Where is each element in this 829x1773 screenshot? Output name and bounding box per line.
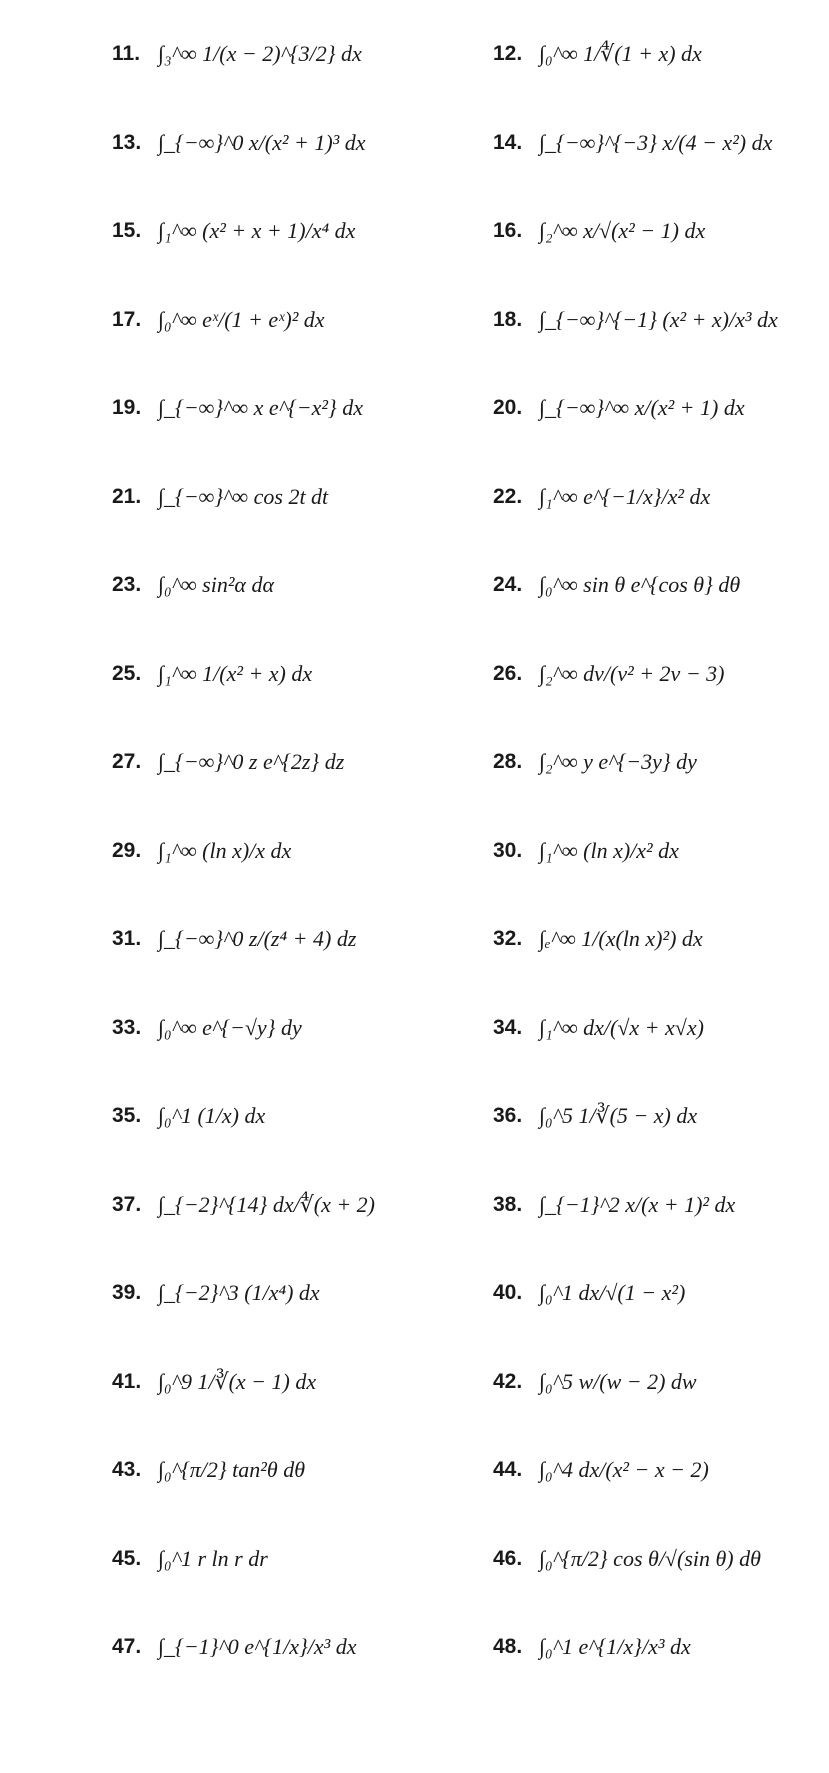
problem-number: 46. — [493, 1546, 523, 1570]
problem-number: 28. — [493, 750, 523, 774]
integral-expression: ∫_{−∞}^0 z e^{2z} dz — [158, 749, 345, 775]
problem-34 — [0, 984, 829, 1073]
problem-number: 14. — [493, 130, 523, 154]
problem-number: 31. — [112, 927, 142, 951]
problem-number: 23. — [112, 573, 142, 597]
problem-14 — [0, 99, 829, 188]
problem-number: 16. — [493, 219, 523, 243]
problem-40 — [0, 1249, 829, 1338]
integral-expression: ∫₀^5 1/∛(5 − x) dx — [539, 1103, 698, 1129]
problem-42 — [0, 1338, 829, 1427]
problem-number: 45. — [112, 1546, 142, 1570]
problem-number: 26. — [493, 661, 523, 685]
integral-expression: ∫₁^∞ (ln x)/x dx — [158, 837, 292, 863]
integral-expression: ∫₁^∞ 1/(x² + x) dx — [158, 660, 313, 686]
integral-expression: ∫₂^∞ x/√(x² − 1) dx — [539, 218, 706, 244]
problem-46 — [0, 1515, 829, 1604]
integral-expression: ∫₀^∞ sin θ e^{cos θ} dθ — [539, 572, 741, 598]
integral-expression: ∫_{−1}^0 e^{1/x}/x³ dx — [158, 1634, 357, 1660]
integral-expression: ∫₀^5 w/(w − 2) dw — [539, 1368, 697, 1394]
problem-18 — [0, 276, 829, 365]
problem-number: 36. — [493, 1104, 523, 1128]
problem-48 — [0, 1603, 829, 1692]
problem-number: 32. — [493, 927, 523, 951]
problem-38 — [0, 1161, 829, 1250]
problem-number: 13. — [112, 130, 142, 154]
integral-expression: ∫ₑ^∞ 1/(x(ln x)²) dx — [539, 926, 703, 952]
problem-number: 34. — [493, 1015, 523, 1039]
problem-number: 12. — [493, 42, 523, 66]
problem-12 — [0, 10, 829, 99]
problem-number: 43. — [112, 1458, 142, 1482]
integral-expression: ∫₂^∞ y e^{−3y} dy — [539, 749, 697, 775]
integral-expression: ∫₀^∞ e^{−√y} dy — [158, 1014, 302, 1040]
problem-number: 20. — [493, 396, 523, 420]
problem-number: 22. — [493, 484, 523, 508]
problem-number: 41. — [112, 1369, 142, 1393]
problem-number: 11. — [112, 42, 141, 66]
problem-number: 39. — [112, 1281, 142, 1305]
integral-expression: ∫₁^∞ (x² + x + 1)/x⁴ dx — [158, 218, 356, 244]
integral-expression: ∫₀^4 dx/(x² − x − 2) — [539, 1457, 709, 1483]
problem-36 — [0, 1072, 829, 1161]
integral-expression: ∫₀^1 r ln r dr — [158, 1545, 268, 1571]
problem-22 — [0, 453, 829, 542]
integral-expression: ∫₀^{π/2} tan²θ dθ — [158, 1457, 306, 1483]
problem-number: 42. — [493, 1369, 523, 1393]
integral-expression: ∫_{−1}^2 x/(x + 1)² dx — [539, 1191, 736, 1217]
problem-list — [0, 10, 829, 1692]
integral-expression: ∫_{−∞}^{−3} x/(4 − x²) dx — [539, 129, 773, 155]
problem-44 — [0, 1426, 829, 1515]
problem-number: 18. — [493, 307, 523, 331]
integral-expression: ∫₀^1 e^{1/x}/x³ dx — [539, 1634, 691, 1660]
problem-number: 19. — [112, 396, 142, 420]
problem-16 — [0, 187, 829, 276]
integral-expression: ∫_{−∞}^{−1} (x² + x)/x³ dx — [539, 306, 778, 332]
integral-expression: ∫₁^∞ e^{−1/x}/x² dx — [539, 483, 711, 509]
problem-number: 27. — [112, 750, 142, 774]
problem-number: 37. — [112, 1192, 142, 1216]
integral-expression: ∫₁^∞ (ln x)/x² dx — [539, 837, 679, 863]
problem-number: 38. — [493, 1192, 523, 1216]
integral-expression: ∫₀^∞ eˣ/(1 + eˣ)² dx — [158, 306, 325, 332]
integral-expression: ∫₀^1 (1/x) dx — [158, 1103, 266, 1129]
integral-expression: ∫_{−2}^{14} dx/∜(x + 2) — [158, 1191, 376, 1217]
integral-expression: ∫₀^∞ 1/∜(1 + x) dx — [539, 41, 702, 67]
problem-number: 21. — [112, 484, 142, 508]
integral-expression: ∫_{−∞}^0 z/(z⁴ + 4) dz — [158, 926, 357, 952]
problem-number: 33. — [112, 1015, 142, 1039]
problem-number: 35. — [112, 1104, 142, 1128]
integral-expression: ∫₀^9 1/∛(x − 1) dx — [158, 1368, 317, 1394]
problem-number: 15. — [112, 219, 142, 243]
problem-number: 48. — [493, 1635, 523, 1659]
integral-expression: ∫₂^∞ dv/(v² + 2v − 3) — [539, 660, 725, 686]
problem-number: 29. — [112, 838, 142, 862]
problem-number: 17. — [112, 307, 142, 331]
integral-expression: ∫_{−∞}^0 x/(x² + 1)³ dx — [158, 129, 366, 155]
integral-expression: ∫_{−2}^3 (1/x⁴) dx — [158, 1280, 320, 1306]
problem-number: 40. — [493, 1281, 523, 1305]
problem-28 — [0, 718, 829, 807]
integral-expression: ∫_{−∞}^∞ x e^{−x²} dx — [158, 395, 363, 421]
problem-number: 25. — [112, 661, 142, 685]
problem-32 — [0, 895, 829, 984]
problem-20 — [0, 364, 829, 453]
integral-expression: ∫₁^∞ dx/(√x + x√x) — [539, 1014, 704, 1040]
problem-number: 24. — [493, 573, 523, 597]
problem-number: 47. — [112, 1635, 142, 1659]
integral-expression: ∫₃^∞ 1/(x − 2)^{3/2} dx — [158, 41, 362, 67]
problem-24 — [0, 541, 829, 630]
integral-expression: ∫_{−∞}^∞ x/(x² + 1) dx — [539, 395, 745, 421]
problem-number: 44. — [493, 1458, 523, 1482]
integral-expression: ∫₀^{π/2} cos θ/√(sin θ) dθ — [539, 1545, 761, 1571]
problem-26 — [0, 630, 829, 719]
integral-expression: ∫₀^∞ sin²α dα — [158, 572, 275, 598]
integral-expression: ∫₀^1 dx/√(1 − x²) — [539, 1280, 686, 1306]
integral-expression: ∫_{−∞}^∞ cos 2t dt — [158, 483, 329, 509]
problem-30 — [0, 807, 829, 896]
problem-number: 30. — [493, 838, 523, 862]
